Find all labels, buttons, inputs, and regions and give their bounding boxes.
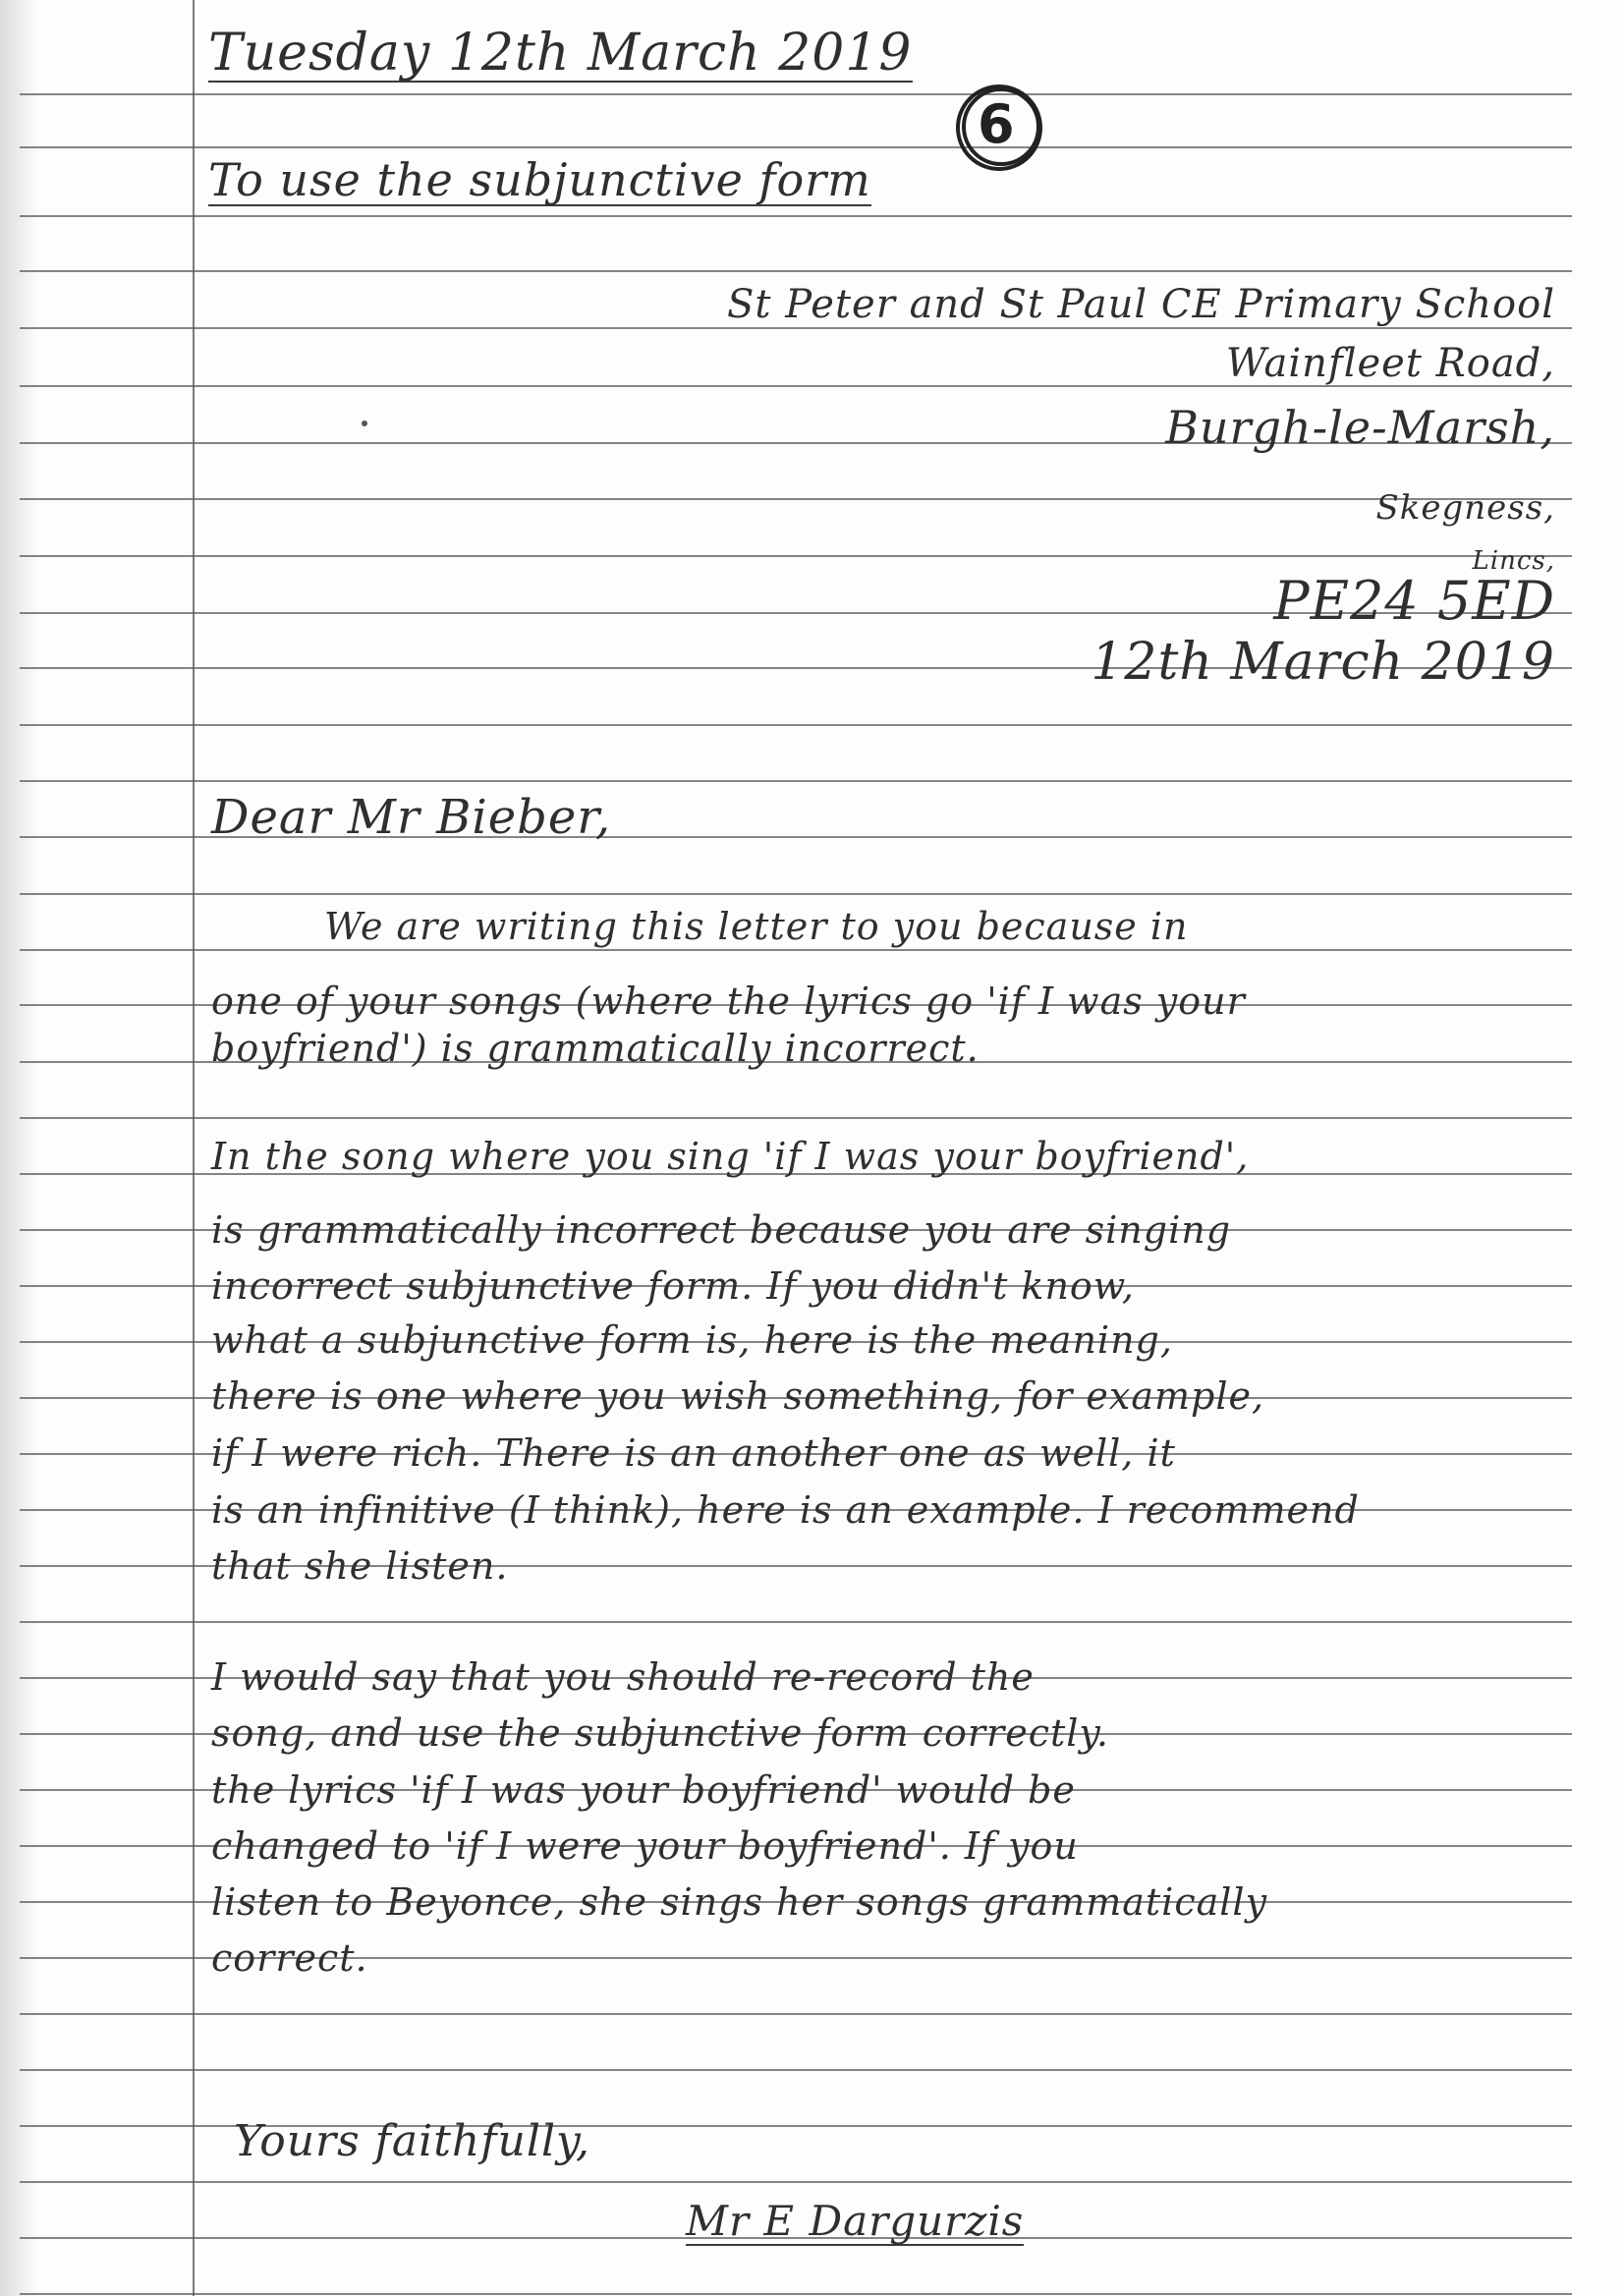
paragraph-3-line: changed to 'if I were your boyfriend'. If you <box>211 1824 1079 1868</box>
address-line-5: Lincs, <box>1472 546 1555 576</box>
paragraph-3-line: I would say that you should re-record the <box>211 1655 1035 1699</box>
paragraph-1-line: boyfriend') is grammatically incorrect. <box>211 1027 980 1070</box>
learning-objective: To use the subjunctive form <box>208 153 871 206</box>
date-heading: Tuesday 12th March 2019 <box>208 24 913 83</box>
paragraph-2-line: is grammatically incorrect because you are singing <box>211 1208 1232 1252</box>
paragraph-2-line: there is one where you wish something, for example, <box>211 1374 1265 1418</box>
address-postcode: PE24 5ED <box>1273 570 1555 632</box>
paragraph-2-line: that she listen. <box>211 1544 509 1588</box>
address-line-2: Wainfleet Road, <box>1225 341 1555 386</box>
paragraph-3-line: listen to Beyonce, she sings her songs grammatically <box>211 1880 1268 1924</box>
paragraph-3-line: the lyrics 'if I was your boyfriend' would be <box>211 1768 1076 1812</box>
paragraph-2-line: incorrect subjunctive form. If you didn't know, <box>211 1264 1135 1308</box>
paragraph-1-line: We are writing this letter to you because in <box>324 905 1189 948</box>
paragraph-2-line: is an infinitive (I think), here is an example. I recommend <box>211 1488 1360 1532</box>
paragraph-2-line: In the song where you sing 'if I was your boyfriend', <box>211 1135 1250 1178</box>
stray-dot <box>362 420 367 426</box>
paragraph-1-line: one of your songs (where the lyrics go 'if I was your <box>211 980 1246 1023</box>
address-date: 12th March 2019 <box>1091 633 1555 692</box>
closing: Yours faithfully, <box>234 2116 591 2166</box>
address-line-1: St Peter and St Paul CE Primary School <box>727 282 1555 327</box>
address-line-3: Burgh-le-Marsh, <box>1165 401 1555 454</box>
grade-mark: 6 <box>978 93 1015 155</box>
paragraph-2-line: if I were rich. There is an another one as well, it <box>211 1431 1176 1475</box>
paragraph-3-line: song, and use the subjunctive form correctly. <box>211 1711 1109 1755</box>
signature: Mr E Dargurzis <box>686 2197 1025 2245</box>
paragraph-2-line: what a subjunctive form is, here is the meaning, <box>211 1318 1173 1362</box>
address-line-4: Skegness, <box>1375 488 1555 528</box>
paragraph-3-line: correct. <box>211 1936 368 1980</box>
greeting: Dear Mr Bieber, <box>211 790 612 845</box>
